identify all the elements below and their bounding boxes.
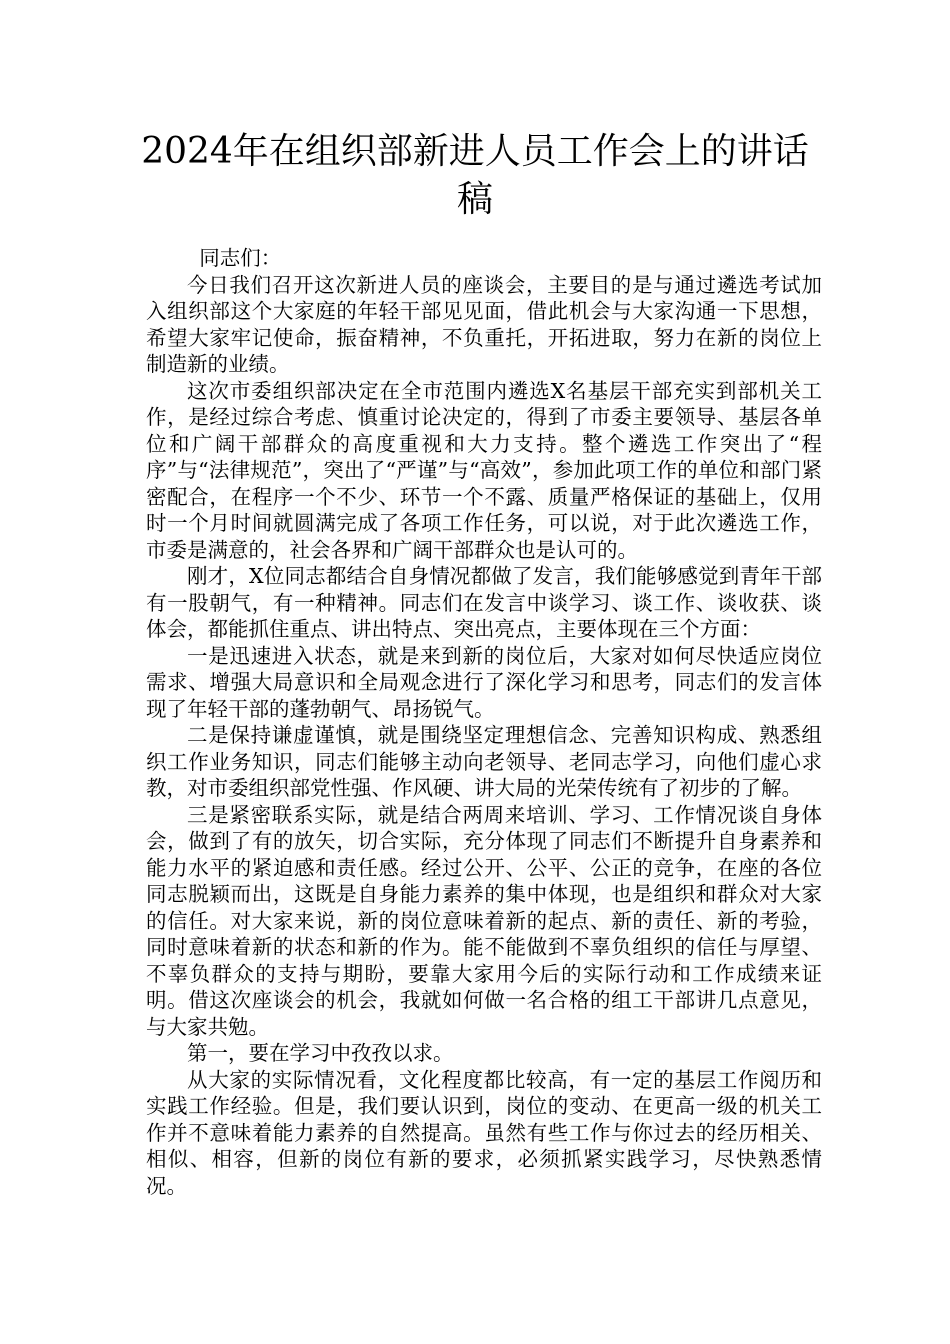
body-paragraph: 这次市委组织部决定在全市范围内遴选X名基层干部充实到部机关工作，是经过综合考虑、慎重讨论决定的，得到了市委主要领导、基层各单位和广阔干部群众的高度重视和大力支持。整个遴选工作突出了“程序”与“法律规范”，突出了“严谨”与“高效”，参加此项工作的单位和部门紧密配合，在程序一个不少、环节一个不露、质量严格保证的基础上，仅用时一个月时间就圆满完成了各项工作任务，可以说，对于此次遴选工作，市委是满意的，社会各界和广阔干部群众也是认可的。 [146,378,822,562]
document-body [146,245,822,1199]
section-heading-paragraph: 第一，要在学习中孜孜以求。 [187,1041,454,1065]
body-paragraph: 一是迅速进入状态，就是来到新的岗位后，大家对如何尽快适应岗位需求、增强大局意识和全局观念进行了深化学习和思考，同志们的发言体现了年轻干部的蓬勃朝气、昂扬锐气。 [146,643,822,721]
body-paragraph: 三是紧密联系实际，就是结合两周来培训、学习、工作情况谈自身体会，做到了有的放矢，切合实际，充分体现了同志们不断提升自身素养和能力水平的紧迫感和责任感。经过公开、公平、公正的竞争，在座的各位同志脱颖而出，这既是自身能力素养的集中体现，也是组织和群众对大家的信任。对大家来说，新的岗位意味着新的起点、新的责任、新的考验，同时意味着新的状态和新的作为。能不能做到不辜负组织的信任与厚望、不辜负群众的支持与期盼，要靠大家用今后的实际行动和工作成绩来证明。借这次座谈会的机会，我就如何做一名合格的组工干部讲几点意见，与大家共勉。 [146,802,822,1039]
body-paragraph: 今日我们召开这次新进人员的座谈会，主要目的是与通过遴选考试加入组织部这个大家庭的年轻干部见见面，借此机会与大家沟通一下思想，希望大家牢记使命，振奋精神，不负重托，开拓进取，努力在新的岗位上制造新的业绩。 [146,272,822,376]
salutation-paragraph: 同志们： [199,246,282,270]
body-paragraph: 从大家的实际情况看，文化程度都比较高，有一定的基层工作阅历和实践工作经验。但是，我们要认识到，岗位的变动、在更高一级的机关工作并不意味着能力素养的自然提高。虽然有些工作与你过去的经历相关、相似、相容，但新的岗位有新的要求，必须抓紧实践学习，尽快熟悉情况。 [146,1067,822,1198]
body-paragraph: 二是保持谦虚谨慎，就是围绕坚定理想信念、完善知识构成、熟悉组织工作业务知识，同志们能够主动向老领导、老同志学习，向他们虚心求教，对市委组织部党性强、作风硬、讲大局的光荣传统有了初步的了解。 [146,723,822,800]
body-paragraph: 刚才，X位同志都结合自身情况都做了发言，我们能够感觉到青年干部有一股朝气，有一种精神。同志们在发言中谈学习、谈工作、谈收获、谈体会，都能抓住重点、讲出特点、突出亮点，主要体现在三个方面： [146,564,822,641]
document-title: 2024年在组织部新进人员工作会上的讲话稿 [141,131,809,220]
